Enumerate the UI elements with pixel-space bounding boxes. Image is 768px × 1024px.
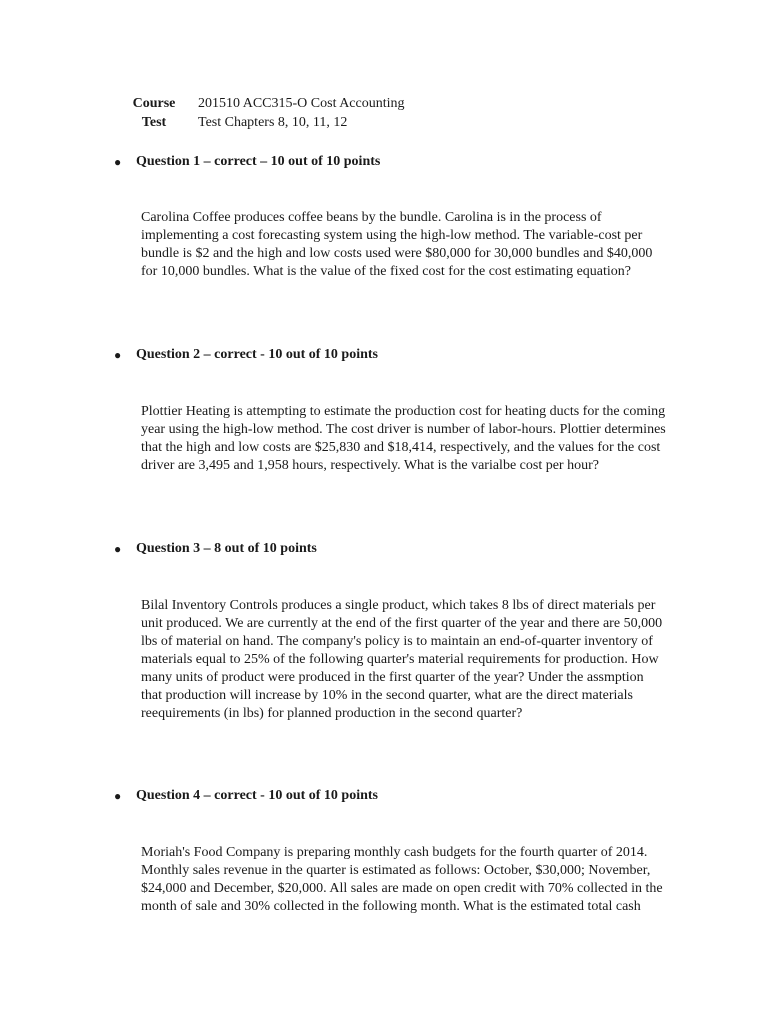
course-value: 201510 ACC315-O Cost Accounting [198,96,405,111]
text-line: that production will increase by 10% in the second quarter, what are the direct materials [141,688,633,703]
text-line: Plottier Heating is attempting to estimate the production cost for heating ducts for the coming [141,404,666,419]
text-line: reequirements (in lbs) for planned production in the second quarter? [141,706,523,721]
text-line: month of sale and 30% collected in the following month. What is the estimated total cash [141,899,641,914]
text-line: driver are 3,495 and 1,958 hours, respectively. What is the varialbe cost per hour? [141,458,599,473]
text-line: lbs of material on hand. The company's policy is to maintain an end-of-quarter inventory of [141,634,653,649]
text-line: that the high and low costs are $25,830 and $18,414, respectively, and the values for the cost [141,440,661,455]
question-3-text [141,597,711,723]
bullet-icon: ● [114,542,122,556]
text-line: bundle is $2 and the high and low costs used were $80,000 for 30,000 bundles and $40,000 [141,246,653,261]
text-line: year using the high-low method. The cost driver is number of labor-hours. Plottier determines [141,422,666,437]
text-line: many units of product were produced in the first quarter of the year? Under the assmption [141,670,644,685]
text-line: Monthly sales revenue in the quarter is estimated as follows: October, $30,000; November, [141,863,651,878]
question-3-heading: Question 3 – 8 out of 10 points [136,541,317,556]
text-line: unit produced. We are currently at the end of the first quarter of the year and there are 50,000 [141,616,663,631]
text-line: implementing a cost forecasting system using the high-low method. The variable-cost per [141,228,643,243]
question-1-text [141,209,711,281]
test-value: Test Chapters 8, 10, 11, 12 [198,115,348,130]
text-line: Moriah's Food Company is preparing monthly cash budgets for the fourth quarter of 2014. [141,845,648,860]
question-4-heading: Question 4 – correct - 10 out of 10 points [136,788,378,803]
question-3-title [114,540,317,558]
question-4-title [114,787,378,805]
test-row [110,113,405,132]
text-line: materials equal to 25% of the following quarter's material requirements for production. How [141,652,659,667]
bullet-icon: ● [114,789,122,803]
question-4-text [141,844,711,916]
question-2-heading: Question 2 – correct - 10 out of 10 points [136,347,378,362]
text-line: Bilal Inventory Controls produces a single product, which takes 8 lbs of direct materials per [141,598,656,613]
question-2-title [114,346,378,364]
text-line: Carolina Coffee produces coffee beans by the bundle. Carolina is in the process of [141,210,602,225]
text-line: $24,000 and December, $20,000. All sales are made on open credit with 70% collected in the [141,881,663,896]
question-1-heading: Question 1 – correct – 10 out of 10 points [136,154,381,169]
question-2-text [141,403,711,475]
course-label: Course [132,96,176,111]
bullet-icon: ● [114,348,122,362]
course-row [110,94,405,113]
bullet-icon: ● [114,155,122,169]
question-1-title [114,153,380,171]
text-line: for 10,000 bundles. What is the value of the fixed cost for the cost estimating equation? [141,264,632,279]
test-header [110,94,405,132]
test-label: Test [141,115,167,130]
